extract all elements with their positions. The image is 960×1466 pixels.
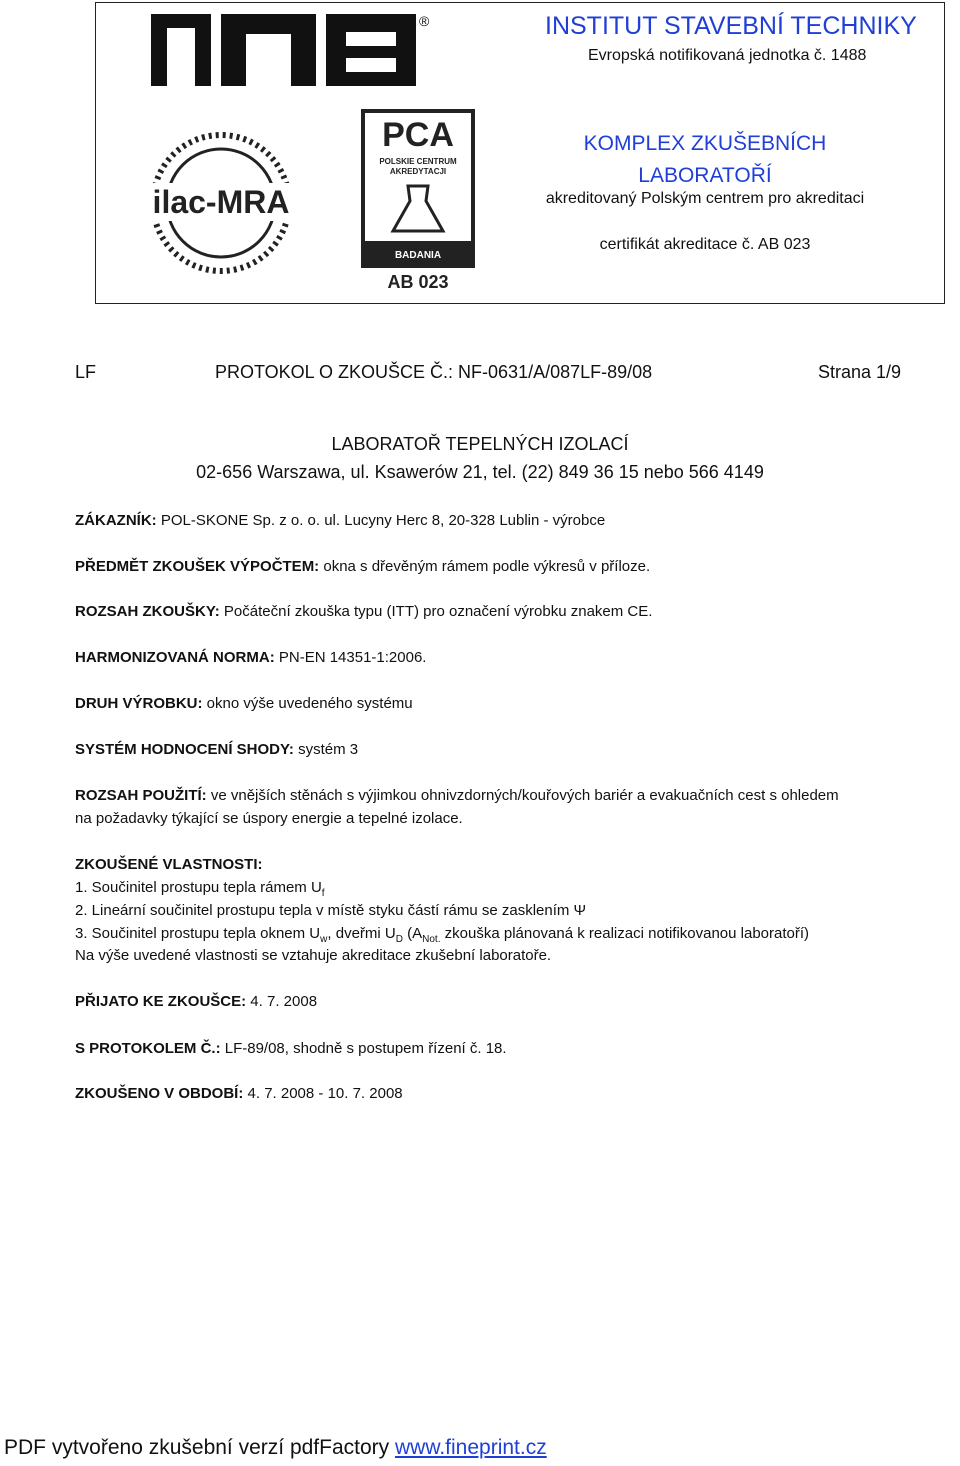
certificate-text: certifikát akreditace č. AB 023 (599, 236, 811, 253)
institute-subtitle: Evropská notifikovaná jednotka č. 1488 (588, 47, 867, 64)
protocol-ref-line: S PROTOKOLEM Č.: LF-89/08, shodně s postupem řízení č. 18. (75, 1040, 507, 1057)
lab-address: 02-656 Warszawa, ul. Ksawerów 21, tel. (22) 849 36 15 nebo 566 4149 (196, 462, 764, 482)
accreditation-note: Na výše uvedené vlastnosti se vztahuje akreditace zkušební laboratoře. (75, 947, 552, 964)
ilac-logo-text: ilac-MRA (152, 184, 290, 220)
accreditation-text: akreditovaný Polským centrem pro akreditaci (545, 190, 865, 207)
pca-logo-text: PCA (382, 116, 454, 154)
norm-line: HARMONIZOVANÁ NORMA: PN-EN 14351-1:2006. (75, 649, 427, 666)
pca-logo (358, 106, 478, 296)
protocol-title: PROTOKOL O ZKOUŠCE Č.: NF-0631/A/087LF-89/08 (215, 362, 653, 382)
lab-name: LABORATOŘ TEPELNÝCH IZOLACÍ (331, 434, 629, 454)
ilac-mra-logo (146, 103, 296, 303)
product-line: DRUH VÝROBKU: okno výše uvedeného systému (75, 695, 413, 712)
system-line: SYSTÉM HODNOCENÍ SHODY: systém 3 (75, 741, 359, 758)
svg-text:AKREDYTACJI: AKREDYTACJI (389, 167, 447, 176)
use-line-2: na požadavky týkající se úspory energie a tepelné izolace. (75, 810, 463, 827)
lab-complex-title: KOMPLEX ZKUŠEBNÍCH LABORATOŘÍ (583, 132, 827, 187)
fineprint-link[interactable]: www.fineprint.cz (394, 1436, 547, 1459)
use-line-1: ROZSAH POUŽITÍ: ve vnějších stěnách s výjimkou ohnivzdorných/kouřových bariér a evakuačních cest s ohledem (75, 787, 839, 804)
accepted-line: PŘIJATO KE ZKOUŠCE: 4. 7. 2008 (75, 993, 318, 1010)
pdf-footer: PDF vytvořeno zkušební verzí pdfFactory www.fineprint.cz (4, 1436, 547, 1459)
scope-line: ROZSAH ZKOUŠKY: Počáteční zkouška typu (ITT) pro označení výrobku znakem CE. (75, 603, 653, 620)
test-period-line: ZKOUŠENO V OBDOBÍ: 4. 7. 2008 - 10. 7. 2008 (75, 1085, 403, 1102)
institute-title: INSTITUT STAVEBNÍ TECHNIKY (545, 12, 917, 40)
property-2: 2. Lineární součinitel prostupu tepla v místě styku částí rámu se zasklením Ψ (75, 902, 587, 919)
customer-line: ZÁKAZNÍK: POL-SKONE Sp. z o. o. ul. Lucyny Herc 8, 20-328 Lublin - výrobce (75, 512, 606, 529)
page-number: Strana 1/9 (818, 362, 902, 382)
subject-line: PŘEDMĚT ZKOUŠEK VÝPOČTEM: okna s dřevěným rámem podle výkresů v příloze. (75, 558, 651, 575)
property-3: 3. Součinitel prostupu tepla oknem $U_w$, dveřmi $U_D$ ($A_{Not.}$ zkouška plánovaná k realizaci notifikovanou laboratoří) (75, 925, 810, 945)
protocol-left-code: LF (75, 362, 97, 382)
svg-text:POLSKIE CENTRUM: POLSKIE CENTRUM (379, 157, 457, 166)
itb-logo (151, 6, 431, 91)
property-1: 1. Součinitel prostupu tepla rámem $U_f$ (75, 879, 325, 899)
properties-label: ZKOUŠENÉ VLASTNOSTI: (75, 856, 263, 873)
svg-text:AB 023: AB 023 (387, 272, 449, 292)
svg-text:BADANIA: BADANIA (394, 250, 442, 261)
registered-mark: ® (419, 13, 430, 29)
